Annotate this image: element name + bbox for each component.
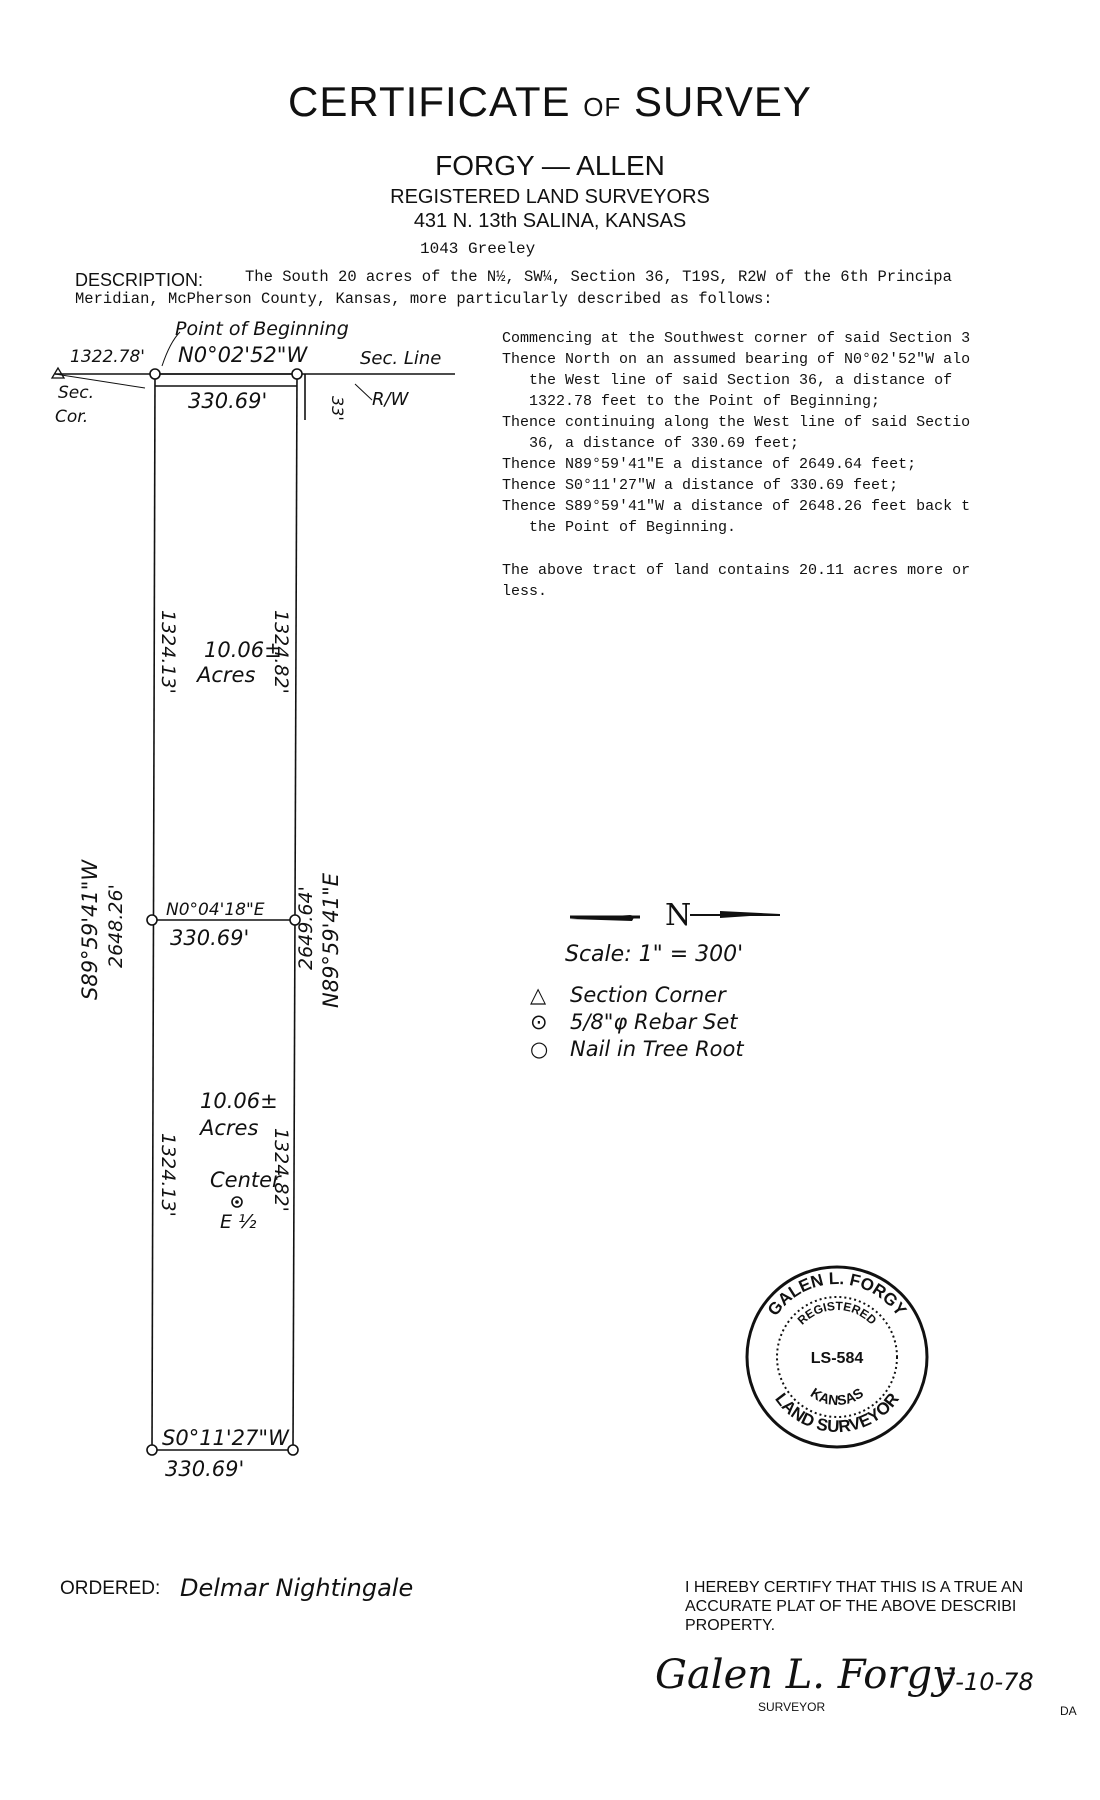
section-corner-icon — [52, 368, 64, 378]
svg-text:REGISTERED — [795, 1299, 880, 1328]
plat-distance-1322: 1322.78' — [70, 347, 145, 367]
plat-south-bearing: S89°59'41"W — [78, 859, 102, 1000]
surveyor-signature: Galen L. Forgy — [655, 1652, 955, 1698]
plat-right-dist-2: 1324.82' — [270, 1128, 292, 1212]
plat-left-dist-2: 1324.13' — [157, 1133, 179, 1217]
legend-label: Section Corner — [570, 983, 726, 1007]
date-caption: DA — [1060, 1704, 1077, 1718]
plat-sec-cor-1: Sec. — [58, 383, 95, 403]
title-word-of: OF — [583, 92, 622, 122]
tract-area-statement: The above tract of land contains 20.11 acres more or less. — [502, 562, 971, 600]
plat-left-dist-1: 1324.13' — [157, 610, 179, 694]
title-word-certificate: CERTIFICATE — [288, 78, 571, 125]
surveyor-caption: SURVEYOR — [758, 1700, 826, 1714]
firm-name: FORGY — ALLEN — [435, 150, 665, 181]
plat-acres-1-unit: Acres — [197, 663, 256, 687]
firm-subtitle: REGISTERED LAND SURVEYORS — [390, 186, 710, 208]
legal-description: Commencing at the Southwest corner of said Section 3 Thence North on an assumed bearing of N0°02'52"W alo the West line of said Section 36, a distance of 1322.78 feet to the Point of Beginning; Thence continuing along the West line of said Sectio 36, a distance of 330.69 feet; Thence N89°59'41"E a distance of 2649.64 feet; Thence S0°11'27"W a distance of 330.69 feet; Thence S89°59'41"W a distance of 2648.26 feet back t the Point of Beginning. — [502, 330, 971, 536]
plat-acres-1-value: 10.06± — [204, 638, 282, 662]
north-label: N — [665, 898, 692, 933]
plat-mid-bearing: N0°04'18"E — [166, 900, 265, 920]
plat-acres-2-value: 10.06± — [200, 1089, 278, 1113]
center-marker-dot — [235, 1200, 239, 1204]
description-line-2: Meridian, McPherson County, Kansas, more particularly described as follows: — [75, 290, 773, 308]
plat-south-distance: 2648.26' — [105, 884, 127, 968]
corner-marker-se — [288, 1445, 298, 1455]
svg-text:KANSAS — [808, 1384, 866, 1408]
seal-state: KANSAS — [807, 1384, 867, 1409]
west-boundary-line — [152, 374, 155, 1450]
plat-top-width: 330.69' — [188, 389, 268, 413]
seal-license: LS-584 — [810, 1350, 864, 1367]
dotted-circle-icon: ⊙ — [530, 1010, 548, 1034]
plat-row-33: 33' — [328, 396, 347, 421]
plat-mid-width: 330.69' — [170, 926, 250, 950]
north-arrow-icon — [570, 895, 790, 935]
plat-rw: R/W — [372, 389, 409, 410]
title-word-survey: SURVEY — [633, 78, 812, 125]
plat-center-label: Center — [210, 1168, 281, 1192]
surveyor-seal-stamp — [742, 1262, 932, 1452]
plat-right-dist-1: 1324.82' — [270, 610, 292, 694]
corner-marker-w-mid — [147, 915, 157, 925]
seal-registered: REGISTERED — [794, 1298, 880, 1328]
legend-item-rebar — [530, 1010, 738, 1034]
firm-address-new: 1043 Greeley — [420, 240, 536, 258]
legend-label: Nail in Tree Root — [570, 1037, 744, 1061]
plat-point-of-beginning: Point of Beginning — [175, 318, 349, 340]
plat-north-bearing: N89°59'41"E — [319, 872, 343, 1008]
plat-acres-2-unit: Acres — [200, 1116, 259, 1140]
plat-bottom-width: 330.69' — [165, 1457, 245, 1481]
legend-item-section-corner — [530, 983, 726, 1007]
firm-address: 431 N. 13th SALINA, KANSAS — [413, 210, 687, 232]
description-label: DESCRIPTION: — [75, 270, 204, 290]
plat-sec-cor-2: Cor. — [55, 407, 89, 427]
corner-marker-sw — [147, 1445, 157, 1455]
plat-north-distance: 2649.64' — [295, 886, 317, 970]
seal-role: LAND SURVEYOR — [771, 1389, 903, 1437]
corner-marker-nw — [150, 369, 160, 379]
signature-date: 7-10-78 — [940, 1668, 1034, 1696]
plat-sec-line: Sec. Line — [360, 348, 442, 369]
ordered-label: ORDERED: — [60, 1578, 161, 1599]
plat-bottom-bearing: S0°11'27"W — [162, 1426, 289, 1450]
legend-label: 5/8"φ Rebar Set — [570, 1010, 738, 1034]
seal-name: GALEN L. FORGY — [763, 1268, 911, 1320]
circle-icon: ○ — [530, 1037, 549, 1061]
corner-marker-ne — [292, 369, 302, 379]
certification-statement: I HEREBY CERTIFY THAT THIS IS A TRUE AN ACCURATE PLAT OF THE ABOVE DESCRIBI PROPERTY. — [685, 1579, 1024, 1634]
description-line-1: The South 20 acres of the N½, SW¼, Section 36, T19S, R2W of the 6th Principa — [245, 268, 952, 286]
plat-center-sub: E ½ — [220, 1211, 257, 1233]
scale-label: Scale: 1" = 300' — [565, 942, 744, 967]
ordered-by-value: Delmar Nightingale — [180, 1574, 414, 1602]
rw-leader — [355, 384, 372, 400]
plat-bearing-top: N0°02'52"W — [178, 343, 308, 367]
legend-item-nail — [530, 1037, 744, 1061]
triangle-icon: △ — [530, 983, 547, 1007]
